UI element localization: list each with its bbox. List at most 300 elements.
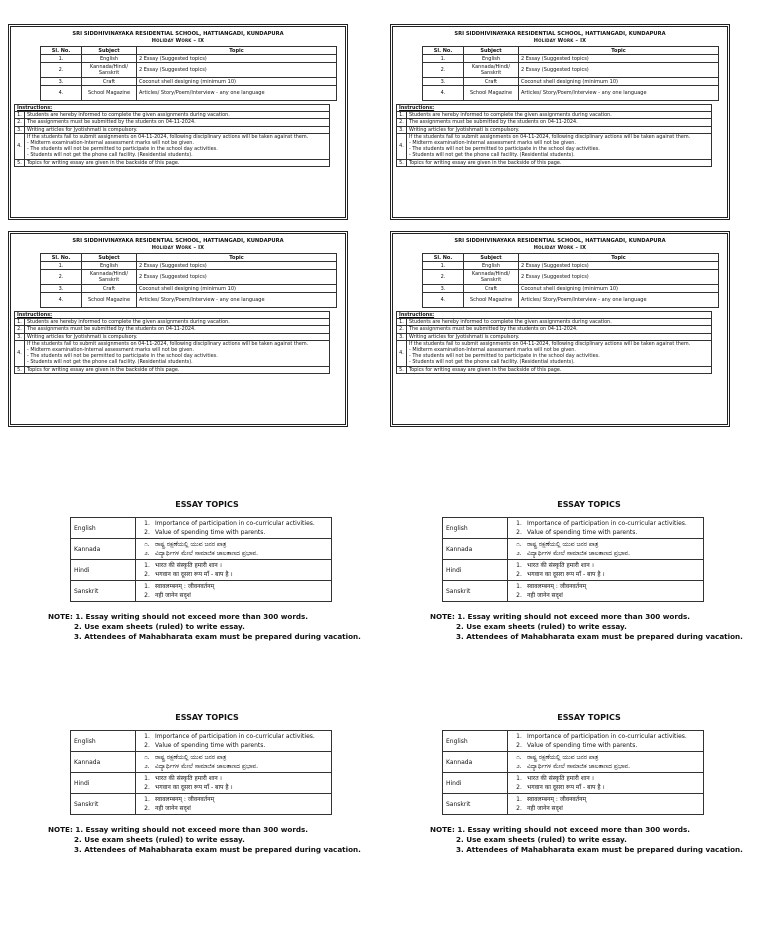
- essay-topic-text: स्वावलम्बनम् : जीवनवर्तनम्: [527, 583, 587, 590]
- essay-topics: [136, 560, 332, 581]
- essay-language: Sanskrit: [71, 794, 136, 815]
- subject-table: [422, 253, 719, 308]
- essay-topic-text: Value of spending time with parents.: [527, 529, 638, 536]
- essay-topic-text: Importance of participation in co-curricular activities.: [527, 733, 687, 740]
- essay-topic-item: [139, 549, 328, 558]
- sl-no: 3.: [423, 285, 464, 293]
- subject-row: [41, 270, 337, 285]
- note: [48, 825, 378, 855]
- subject-name: Craft: [464, 285, 519, 293]
- essay-language: Hindi: [443, 773, 508, 794]
- instruction-line: - Midterm examination-Internal assessment marks will not be given.: [409, 347, 576, 354]
- essay-topic-number: 2.: [516, 784, 522, 791]
- instruction-line: - Midterm examination-Internal assessment marks will not be given.: [27, 347, 194, 354]
- instruction-number: 5.: [15, 159, 25, 166]
- essay-topic-number: 1.: [516, 796, 522, 803]
- essay-topic-item: [511, 795, 700, 804]
- essay-topics-title: ESSAY TOPICS: [557, 713, 621, 722]
- instruction-row: [397, 319, 712, 326]
- essay-topic-text: स्वावलम्बनम् : जीवनवर्तनम्: [155, 796, 215, 803]
- note-line: NOTE: 1. Essay writing should not exceed more than 300 words.: [430, 825, 691, 834]
- instruction-row: [15, 319, 330, 326]
- subject-table-header: [423, 47, 719, 55]
- essay-topic-number: 1.: [144, 733, 150, 740]
- instruction-number: 1.: [15, 319, 25, 326]
- essay-topic-item: [511, 783, 700, 792]
- col-subject: Subject: [464, 254, 519, 262]
- essay-topics-block: [48, 500, 378, 642]
- instruction-text: [25, 366, 330, 373]
- subject-table: [422, 46, 719, 101]
- instruction-text: [25, 126, 330, 133]
- col-subject: Subject: [464, 47, 519, 55]
- essay-topic-number: 1.: [516, 520, 522, 527]
- essay-topics-title: ESSAY TOPICS: [175, 713, 239, 722]
- instruction-number: 2.: [397, 326, 407, 333]
- note-line: 2. Use exam sheets (ruled) to write essay.: [74, 622, 245, 631]
- col-sl-no: Sl. No.: [423, 47, 464, 55]
- col-sl-no: Sl. No.: [41, 254, 82, 262]
- essay-language: English: [443, 731, 508, 752]
- subject-topic: Articles/ Story/Poem/Interview - any one language: [519, 293, 719, 308]
- essay-row: [443, 794, 704, 815]
- essay-topic-item: [139, 561, 328, 570]
- essay-topic-number: ೨.: [516, 550, 522, 557]
- subject-topic: 2 Essay (Suggested topics): [137, 55, 337, 63]
- col-topic: Topic: [137, 47, 337, 55]
- essay-topics: [508, 731, 704, 752]
- instructions-title: Instructions:: [15, 312, 330, 319]
- instruction-line: - Midterm examination-Internal assessment marks will not be given.: [409, 140, 576, 147]
- essay-topic-text: स्वावलम्बनम् : जीवनवर्तनम्: [527, 796, 587, 803]
- subject-row: [423, 285, 719, 293]
- essay-row: [71, 539, 332, 560]
- subject-name: School Magazine: [82, 293, 137, 308]
- instruction-text: [407, 112, 712, 119]
- sl-no: 2.: [41, 270, 82, 285]
- essay-row: [71, 773, 332, 794]
- subject-row: [423, 270, 719, 285]
- instruction-number: 2.: [15, 119, 25, 126]
- instruction-row: [397, 333, 712, 340]
- subject-topic: 2 Essay (Suggested topics): [137, 262, 337, 270]
- instruction-line: - The students will not be permitted to participate in the school day activities.: [27, 146, 218, 153]
- essay-topic-item: [511, 528, 700, 537]
- subject-topic: 2 Essay (Suggested topics): [519, 262, 719, 270]
- essay-language: Hindi: [71, 773, 136, 794]
- essay-language: Kannada: [443, 539, 508, 560]
- essay-topics: [136, 773, 332, 794]
- instruction-number: 5.: [397, 366, 407, 373]
- instruction-number: 1.: [397, 112, 407, 119]
- sl-no: 4.: [423, 293, 464, 308]
- essay-topic-text: स्वावलम्बनम् : जीवनवर्तनम्: [155, 583, 215, 590]
- subject-row: [423, 262, 719, 270]
- essay-row: [71, 581, 332, 602]
- note: [430, 825, 760, 855]
- essay-topic-item: [139, 591, 328, 600]
- essay-topics: [136, 731, 332, 752]
- essay-topic-text: ರಾಷ್ಟ್ರ ರಕ್ಷಣೆಯಲ್ಲಿ ಯುವ ಜನರ ಪಾತ್ರ: [527, 541, 599, 548]
- subject-name: English: [82, 262, 137, 270]
- sl-no: 1.: [423, 55, 464, 63]
- essay-topic-item: [511, 774, 700, 783]
- instruction-line: Students are hereby informed to complete the given assignments during vacation.: [409, 112, 612, 119]
- essay-row: [443, 539, 704, 560]
- note-line: 3. Attendees of Mahabharata exam must be prepared during vacation.: [74, 632, 361, 641]
- essay-topic-number: 2.: [516, 529, 522, 536]
- instruction-number: 3.: [15, 126, 25, 133]
- instructions-table: [396, 311, 712, 374]
- instruction-line: - Students will not get the phone call facility. (Residential students).: [409, 359, 575, 366]
- instruction-number: 3.: [397, 333, 407, 340]
- instruction-row: [397, 119, 712, 126]
- essay-row: [443, 731, 704, 752]
- subject-table-header: [41, 47, 337, 55]
- instructions-table: [14, 311, 330, 374]
- essay-topics: [508, 539, 704, 560]
- note-line: 3. Attendees of Mahabharata exam must be prepared during vacation.: [74, 845, 361, 854]
- instruction-number: 2.: [15, 326, 25, 333]
- essay-topic-item: [139, 753, 328, 762]
- essay-row: [71, 752, 332, 773]
- essay-topic-text: ವಿದ್ಯಾರ್ಥಿಗಳ ಮೇಲೆ ಸಾಮಾಜಿಕ ಜಾಲತಾಣದ ಪ್ರಭಾವ.: [527, 763, 631, 770]
- essay-topic-item: [139, 570, 328, 579]
- instruction-row: [397, 326, 712, 333]
- subject-topic: Articles/ Story/Poem/Interview - any one language: [137, 293, 337, 308]
- essay-topic-number: 1.: [516, 733, 522, 740]
- subject-name: Kannada/Hindi/ Sanskrit: [82, 63, 137, 78]
- essay-topic-item: [511, 561, 700, 570]
- instruction-text: [25, 319, 330, 326]
- school-name: SRI SIDDHIVINAYAKA RESIDENTIAL SCHOOL, HATTIANGADI, KUNDAPURA: [454, 238, 666, 244]
- essay-topic-item: [139, 519, 328, 528]
- essay-topic-text: ವಿದ್ಯಾರ್ಥಿಗಳ ಮೇಲೆ ಸಾಮಾಜಿಕ ಜಾಲತಾಣದ ಪ್ರಭಾವ.: [155, 763, 259, 770]
- instruction-text: [407, 319, 712, 326]
- subject-table: [40, 46, 337, 101]
- essay-topics-block: [48, 713, 378, 855]
- essay-topic-item: [139, 732, 328, 741]
- instruction-line: - The students will not be permitted to participate in the school day activities.: [27, 353, 218, 360]
- instruction-row: [15, 326, 330, 333]
- essay-topic-number: 2.: [516, 592, 522, 599]
- subject-name: English: [82, 55, 137, 63]
- subject-row: [41, 293, 337, 308]
- note-line: 3. Attendees of Mahabharata exam must be prepared during vacation.: [456, 845, 743, 854]
- instruction-line: Students are hereby informed to complete the given assignments during vacation.: [27, 112, 230, 119]
- subject-table: [40, 253, 337, 308]
- essay-topic-number: ೧.: [516, 754, 522, 761]
- instruction-line: Writing articles for Jyotishmati is compulsory.: [409, 126, 520, 133]
- essay-topic-text: नही जानेन सदृशं: [527, 805, 563, 812]
- col-topic: Topic: [519, 47, 719, 55]
- essay-topic-item: [139, 582, 328, 591]
- essay-topic-number: 1.: [144, 775, 150, 782]
- instruction-row: [15, 340, 330, 366]
- instructions-table: [14, 104, 330, 167]
- col-sl-no: Sl. No.: [423, 254, 464, 262]
- col-subject: Subject: [82, 254, 137, 262]
- essay-topic-text: नही जानेन सदृशं: [155, 592, 191, 599]
- col-topic: Topic: [519, 254, 719, 262]
- subject-name: School Magazine: [464, 86, 519, 101]
- instruction-row: [397, 126, 712, 133]
- instruction-number: 3.: [397, 126, 407, 133]
- subject-row: [41, 86, 337, 101]
- instruction-number: 4.: [15, 133, 25, 159]
- instruction-line: The assignments must be submitted by the students on 04-11-2024.: [27, 326, 196, 333]
- instruction-row: [15, 133, 330, 159]
- essay-row: [71, 794, 332, 815]
- essay-row: [443, 560, 704, 581]
- subject-row: [41, 262, 337, 270]
- essay-topics-table: [70, 730, 332, 815]
- essay-topic-item: [139, 783, 328, 792]
- holiday-work-heading: Holiday Work – IX: [151, 245, 205, 251]
- subject-topic: Articles/ Story/Poem/Interview - any one language: [137, 86, 337, 101]
- essay-language: English: [71, 518, 136, 539]
- instruction-line: - Midterm examination-Internal assessment marks will not be given.: [27, 140, 194, 147]
- instruction-number: 1.: [397, 319, 407, 326]
- sl-no: 4.: [423, 86, 464, 101]
- note-line: NOTE: 1. Essay writing should not exceed more than 300 words.: [48, 612, 309, 621]
- instructions-title: Instructions:: [15, 105, 330, 112]
- instruction-line: - Students will not get the phone call facility. (Residential students).: [409, 152, 575, 159]
- subject-row: [423, 63, 719, 78]
- essay-topic-text: Value of spending time with parents.: [155, 529, 266, 536]
- instruction-line: Topics for writing essay are given in the backside of this page.: [27, 366, 180, 373]
- essay-topics: [508, 560, 704, 581]
- instruction-line: - Students will not get the phone call facility. (Residential students).: [27, 152, 193, 159]
- sl-no: 3.: [423, 78, 464, 86]
- essay-topic-text: भारत की संस्कृति हमारी शान ।: [527, 562, 594, 569]
- subject-row: [423, 293, 719, 308]
- instruction-line: Topics for writing essay are given in the backside of this page.: [409, 366, 562, 373]
- subject-topic: Coconut shell designing (minimum 10): [137, 78, 337, 86]
- essay-topic-number: ೨.: [144, 550, 150, 557]
- essay-topic-number: ೧.: [516, 541, 522, 548]
- essay-topic-item: [139, 741, 328, 750]
- sl-no: 4.: [41, 86, 82, 101]
- essay-language: English: [443, 518, 508, 539]
- essay-topic-number: ೨.: [144, 763, 150, 770]
- essay-topics: [136, 539, 332, 560]
- subject-topic: Coconut shell designing (minimum 10): [137, 285, 337, 293]
- instruction-number: 4.: [397, 340, 407, 366]
- col-topic: Topic: [137, 254, 337, 262]
- instruction-line: If the students fail to submit assignments on 04-11-2024, following disciplinary actions will be taken against them.: [409, 340, 691, 347]
- sl-no: 1.: [41, 262, 82, 270]
- subject-row: [41, 63, 337, 78]
- essay-topic-item: [511, 591, 700, 600]
- instruction-text: [407, 366, 712, 373]
- instruction-line: If the students fail to submit assignments on 04-11-2024, following disciplinary actions will be taken against them.: [409, 133, 691, 140]
- essay-topic-text: Importance of participation in co-curricular activities.: [155, 520, 315, 527]
- holiday-work-slip: [390, 24, 730, 220]
- essay-topics: [508, 752, 704, 773]
- col-sl-no: Sl. No.: [41, 47, 82, 55]
- essay-topic-text: ರಾಷ್ಟ್ರ ರಕ್ಷಣೆಯಲ್ಲಿ ಯುವ ಜನರ ಪಾತ್ರ: [527, 754, 599, 761]
- note: [430, 612, 760, 642]
- essay-topic-number: 2.: [144, 529, 150, 536]
- holiday-work-slip: [390, 231, 730, 427]
- sl-no: 2.: [423, 270, 464, 285]
- essay-topic-number: 2.: [144, 742, 150, 749]
- sl-no: 3.: [41, 78, 82, 86]
- instruction-line: Topics for writing essay are given in the backside of this page.: [27, 159, 180, 166]
- essay-topic-text: नही जानेन सदृशं: [527, 592, 563, 599]
- essay-topic-item: [511, 519, 700, 528]
- sl-no: 2.: [41, 63, 82, 78]
- essay-topic-text: भारत की संस्कृति हमारी शान ।: [527, 775, 594, 782]
- essay-topic-number: ೧.: [144, 541, 150, 548]
- essay-language: Sanskrit: [443, 581, 508, 602]
- instruction-number: 5.: [15, 366, 25, 373]
- subject-name: School Magazine: [464, 293, 519, 308]
- essay-topic-item: [139, 528, 328, 537]
- essay-topic-number: ೧.: [144, 754, 150, 761]
- instructions-title: Instructions:: [397, 105, 712, 112]
- essay-topics: [136, 581, 332, 602]
- essay-topic-number: 1.: [516, 583, 522, 590]
- instruction-text: [25, 340, 330, 366]
- instruction-row: [397, 366, 712, 373]
- instruction-line: Students are hereby informed to complete the given assignments during vacation.: [409, 319, 612, 326]
- note-line: NOTE: 1. Essay writing should not exceed more than 300 words.: [430, 612, 691, 621]
- note: [48, 612, 378, 642]
- instruction-number: 4.: [15, 340, 25, 366]
- essay-topics: [136, 518, 332, 539]
- sl-no: 1.: [423, 262, 464, 270]
- instruction-text: [25, 333, 330, 340]
- essay-topics: [136, 752, 332, 773]
- essay-topic-number: 1.: [516, 562, 522, 569]
- subject-topic: Articles/ Story/Poem/Interview - any one language: [519, 86, 719, 101]
- instruction-number: 3.: [15, 333, 25, 340]
- essay-topic-number: ೨.: [516, 763, 522, 770]
- essay-topic-text: Importance of participation in co-curricular activities.: [527, 520, 687, 527]
- instruction-text: [25, 159, 330, 166]
- instruction-text: [407, 119, 712, 126]
- subject-row: [41, 78, 337, 86]
- subject-topic: Coconut shell designing (minimum 10): [519, 285, 719, 293]
- instruction-row: [15, 366, 330, 373]
- instruction-number: 1.: [15, 112, 25, 119]
- instruction-line: If the students fail to submit assignments on 04-11-2024, following disciplinary actions will be taken against them.: [27, 133, 309, 140]
- instruction-line: Writing articles for Jyotishmati is compulsory.: [27, 333, 138, 340]
- subject-name: Craft: [82, 285, 137, 293]
- sl-no: 2.: [423, 63, 464, 78]
- essay-topic-item: [511, 549, 700, 558]
- essay-topic-text: Importance of participation in co-curricular activities.: [155, 733, 315, 740]
- essay-topic-number: 2.: [144, 805, 150, 812]
- instruction-line: Students are hereby informed to complete the given assignments during vacation.: [27, 319, 230, 326]
- essay-topic-item: [139, 795, 328, 804]
- essay-topics-table: [70, 517, 332, 602]
- instruction-text: [25, 119, 330, 126]
- holiday-work-heading: Holiday Work – IX: [151, 38, 205, 44]
- essay-language: Sanskrit: [443, 794, 508, 815]
- note-line: 2. Use exam sheets (ruled) to write essay.: [456, 835, 627, 844]
- subject-table-header: [41, 254, 337, 262]
- instruction-number: 5.: [397, 159, 407, 166]
- essay-language: Kannada: [443, 752, 508, 773]
- instruction-text: [25, 326, 330, 333]
- essay-topic-text: ವಿದ್ಯಾರ್ಥಿಗಳ ಮೇಲೆ ಸಾಮಾಜಿಕ ಜಾಲತಾಣದ ಪ್ರಭಾವ.: [527, 550, 631, 557]
- instruction-text: [407, 340, 712, 366]
- essay-topic-text: भगवान का दूसरा रूप माँ - बाप है ।: [155, 784, 233, 791]
- essay-topic-text: भगवान का दूसरा रूप माँ - बाप है ।: [527, 571, 605, 578]
- essay-topic-text: भारत की संस्कृति हमारी शान ।: [155, 562, 222, 569]
- essay-topic-text: भगवान का दूसरा रूप माँ - बाप है ।: [155, 571, 233, 578]
- subject-name: Kannada/Hindi/ Sanskrit: [464, 63, 519, 78]
- essay-topic-text: भारत की संस्कृति हमारी शान ।: [155, 775, 222, 782]
- essay-topic-item: [139, 540, 328, 549]
- essay-topic-number: 2.: [144, 571, 150, 578]
- essay-topics-block: [430, 500, 760, 642]
- subject-name: Craft: [82, 78, 137, 86]
- essay-row: [443, 773, 704, 794]
- subject-topic: 2 Essay (Suggested topics): [519, 63, 719, 78]
- instruction-row: [397, 340, 712, 366]
- subject-topic: 2 Essay (Suggested topics): [137, 63, 337, 78]
- subject-row: [423, 86, 719, 101]
- subject-topic: 2 Essay (Suggested topics): [137, 270, 337, 285]
- note-line: 2. Use exam sheets (ruled) to write essay.: [74, 835, 245, 844]
- instruction-row: [15, 159, 330, 166]
- instruction-row: [397, 112, 712, 119]
- essay-topics: [136, 794, 332, 815]
- subject-row: [41, 285, 337, 293]
- essay-topic-item: [511, 741, 700, 750]
- essay-topic-number: 2.: [144, 784, 150, 791]
- essay-topics-table: [442, 517, 704, 602]
- subject-name: Kannada/Hindi/ Sanskrit: [464, 270, 519, 285]
- instruction-row: [397, 159, 712, 166]
- essay-topic-text: नही जानेन सदृशं: [155, 805, 191, 812]
- essay-topic-number: 1.: [144, 520, 150, 527]
- instructions-title: Instructions:: [397, 312, 712, 319]
- subject-topic: 2 Essay (Suggested topics): [519, 55, 719, 63]
- essay-row: [443, 518, 704, 539]
- instruction-line: Writing articles for Jyotishmati is compulsory.: [409, 333, 520, 340]
- essay-topic-item: [511, 732, 700, 741]
- instruction-row: [15, 333, 330, 340]
- subject-table-header: [423, 254, 719, 262]
- essay-topic-text: ವಿದ್ಯಾರ್ಥಿಗಳ ಮೇಲೆ ಸಾಮಾಜಿಕ ಜಾಲತಾಣದ ಪ್ರಭಾವ.: [155, 550, 259, 557]
- instruction-row: [15, 126, 330, 133]
- essay-topic-number: 2.: [516, 805, 522, 812]
- essay-topic-text: Value of spending time with parents.: [155, 742, 266, 749]
- subject-row: [423, 78, 719, 86]
- instruction-line: If the students fail to submit assignments on 04-11-2024, following disciplinary actions will be taken against them.: [27, 340, 309, 347]
- essay-topic-item: [511, 762, 700, 771]
- instruction-line: The assignments must be submitted by the students on 04-11-2024.: [409, 326, 578, 333]
- essay-topics-title: ESSAY TOPICS: [557, 500, 621, 509]
- subject-name: English: [464, 262, 519, 270]
- subject-name: Kannada/Hindi/ Sanskrit: [82, 270, 137, 285]
- essay-topics: [508, 518, 704, 539]
- essay-topic-item: [511, 753, 700, 762]
- essay-topic-item: [511, 540, 700, 549]
- essay-topics: [508, 794, 704, 815]
- note-line: NOTE: 1. Essay writing should not exceed more than 300 words.: [48, 825, 309, 834]
- essay-topic-number: 1.: [144, 562, 150, 569]
- essay-topic-number: 1.: [144, 583, 150, 590]
- subject-topic: 2 Essay (Suggested topics): [519, 270, 719, 285]
- essay-topic-number: 1.: [144, 796, 150, 803]
- school-name: SRI SIDDHIVINAYAKA RESIDENTIAL SCHOOL, HATTIANGADI, KUNDAPURA: [72, 31, 284, 37]
